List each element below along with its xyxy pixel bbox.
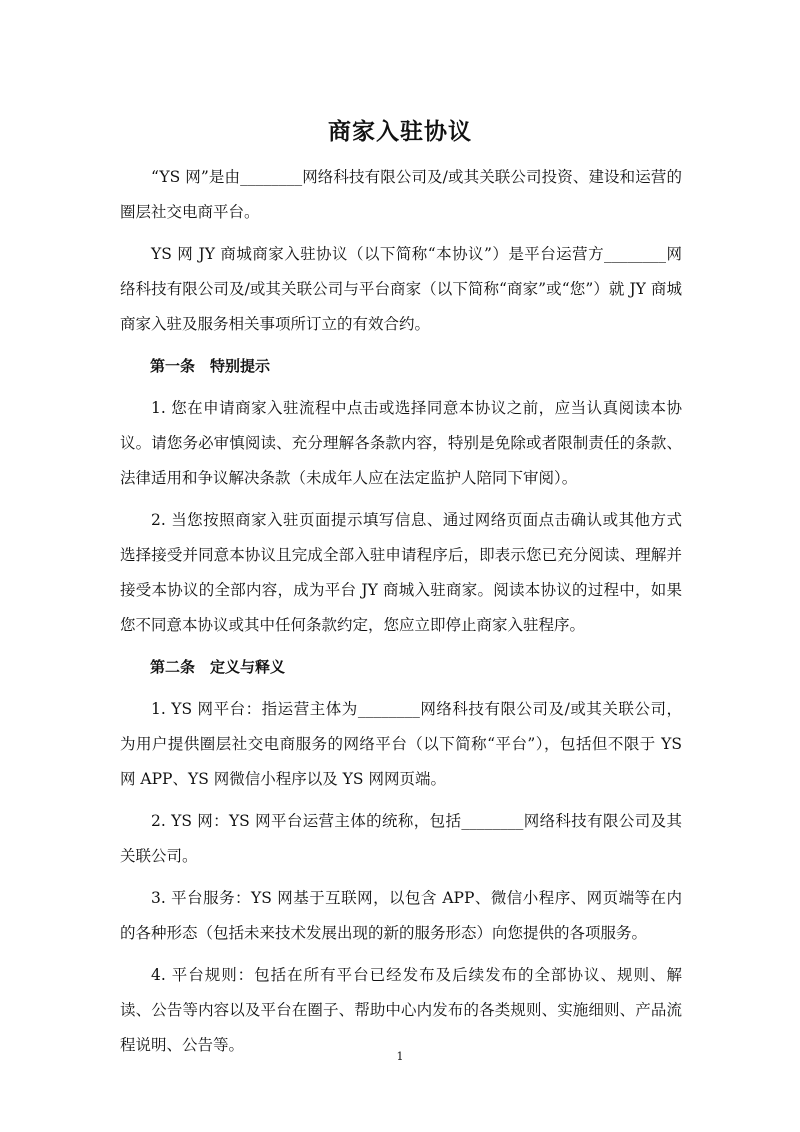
page-number: 1 — [396, 1050, 404, 1063]
paragraph: 3. 平台服务：YS 网基于互联网，以包含 APP、微信小程序、网页端等在内的各种形态（包括未来技术发展出现的新的服务形态）向您提供的各项服务。 — [120, 889, 682, 942]
page-title: 商家入驻协议 — [328, 118, 472, 145]
paragraph: 2. YS 网：YS 网平台运营主体的统称，包括________网络科技有限公司及其关联公司。 — [120, 812, 682, 865]
paragraph: YS 网 JY 商城商家入驻协议（以下简称“本协议”）是平台运营方________网络科技有限公司及/或其关联公司与平台商家（以下简称“商家”或“您”）就 JY 商城商家入驻及服务相关事项所订立的有效合约。 — [120, 245, 682, 333]
paragraph: 1. 您在申请商家入驻流程中点击或选择同意本协议之前，应当认真阅读本协议。请您务必审慎阅读、充分理解各条款内容，特别是免除或者限制责任的条款、法律适用和争议解决条款（未成年人应在法定监护人陪同下审阅）。 — [120, 399, 682, 487]
paragraph: “YS 网”是由________网络科技有限公司及/或其关联公司投资、建设和运营的圈层社交电商平台。 — [120, 168, 682, 221]
section-heading: 第一条 特别提示 — [150, 357, 271, 375]
section-heading: 第二条 定义与释义 — [150, 658, 286, 676]
paragraph: 1. YS 网平台：指运营主体为________网络科技有限公司及/或其关联公司，为用户提供圈层社交电商服务的网络平台（以下简称“平台”），包括但不限于 YS 网 APP、YS 网微信小程序以及 YS 网网页端。 — [120, 700, 682, 788]
paragraph: 2. 当您按照商家入驻页面提示填写信息、通过网络页面点击确认或其他方式选择接受并同意本协议且完成全部入驻申请程序后，即表示您已充分阅读、理解并接受本协议的全部内容，成为平台 JY 商城入驻商家。阅读本协议的过程中，如果您不同意本协议或其中任何条款约定，您应立即停止商家入驻程序。 — [120, 511, 682, 634]
document-body — [120, 160, 682, 1070]
paragraph: 4. 平台规则：包括在所有平台已经发布及后续发布的全部协议、规则、解读、公告等内容以及平台在圈子、帮助中心内发布的各类规则、实施细则、产品流程说明、公告等。 — [120, 966, 682, 1054]
